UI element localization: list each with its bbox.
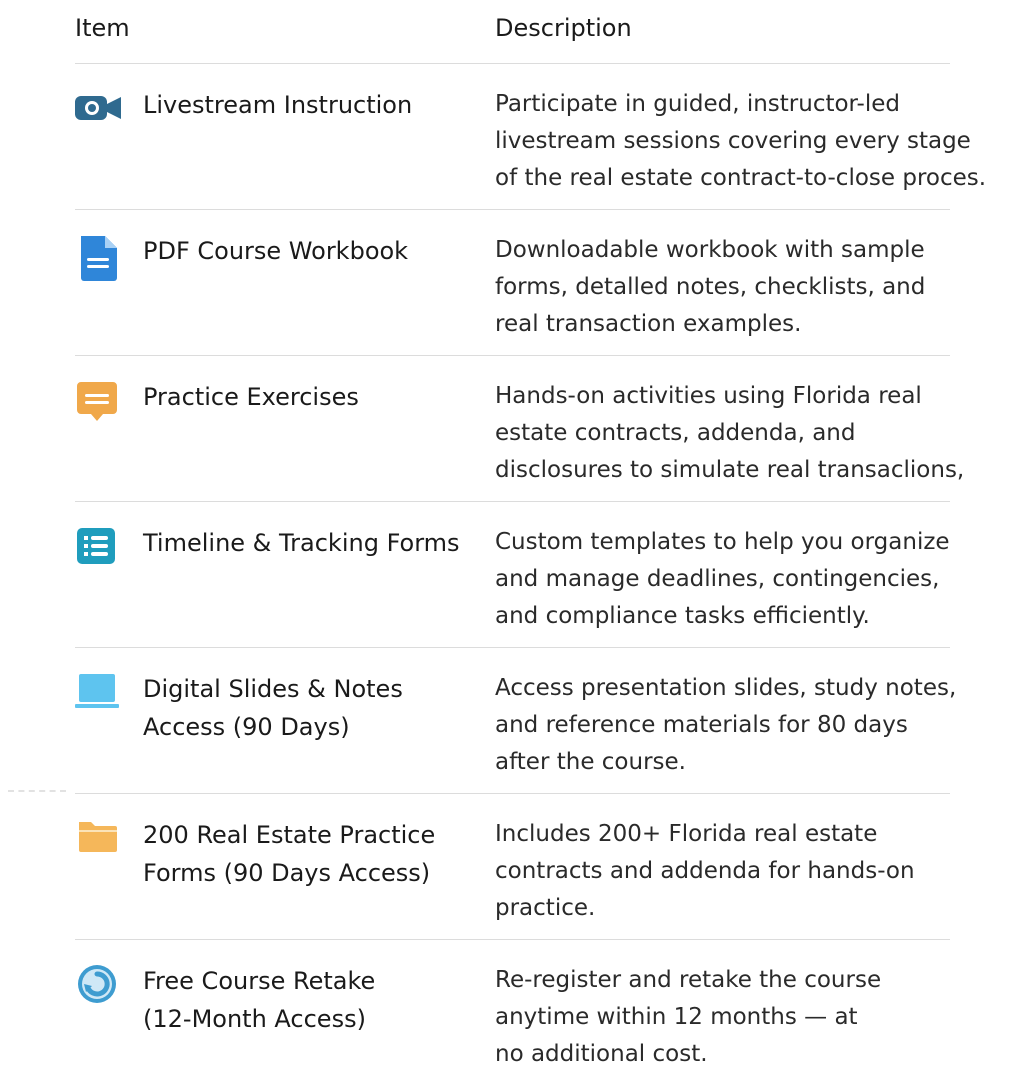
item-description: Re-register and retake the course anytime within 12 months — at no additional cost. [495,967,882,1067]
item-label: 200 Real Estate Practice Forms (90 Days Access) [143,821,436,887]
table-row [75,356,965,502]
table-row [75,502,950,648]
chat-bubble-icon [75,380,123,420]
item-description: Includes 200+ Florida real estate contracts and addenda for hands-on practice. [495,821,915,921]
table-row [75,794,950,940]
item-label: Livestream Instruction [143,91,413,119]
column-header-description: Description [495,14,632,42]
checklist-icon [75,526,123,566]
table-header [75,0,950,64]
item-label: Digital Slides & Notes Access (90 Days) [143,675,403,741]
refresh-circle-icon [75,964,123,1004]
item-label: Practice Exercises [143,383,359,411]
item-description: Access presentation slides, study notes, and reference materials for 80 days after the course. [495,675,957,775]
item-description: Hands-on activities using Florida real estate contracts, addenda, and disclosures to simulate real transaclions, [495,383,965,483]
document-icon [75,234,123,274]
stray-dash-mark [8,790,66,794]
course-features-table [75,0,987,1090]
item-description: Participate in guided, instructor-led livestream sessions covering every stage of the real estate contract-to-close proces. [495,91,987,191]
video-camera-icon [75,88,123,128]
laptop-icon [75,672,123,712]
item-label: Free Course Retake (12-Month Access) [143,967,376,1033]
item-label: Timeline & Tracking Forms [143,529,460,557]
table-row [75,940,950,1090]
item-label: PDF Course Workbook [143,237,409,265]
folder-icon [75,818,123,858]
item-description: Downloadable workbook with sample forms, detalled notes, checklists, and real transaction examples. [495,237,926,337]
table-row [75,210,950,356]
table-row [75,64,987,210]
table-row [75,648,957,794]
column-header-item: Item [75,14,130,42]
item-description: Custom templates to help you organize and manage deadlines, contingencies, and compliance tasks efficiently. [495,529,950,629]
